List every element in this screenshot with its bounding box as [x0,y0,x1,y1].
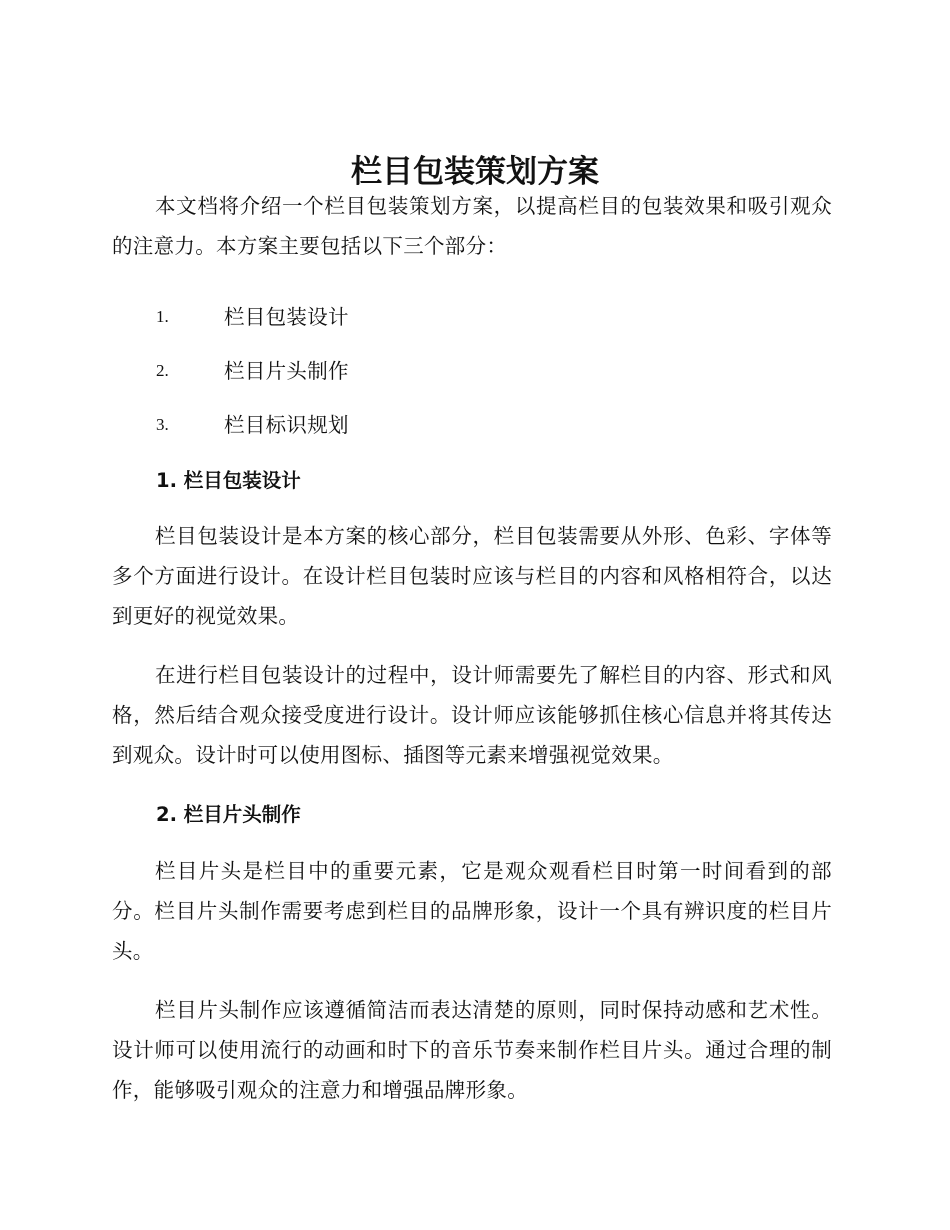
section-paragraph: 栏目片头制作应该遵循简洁而表达清楚的原则，同时保持动感和艺术性。设计师可以使用流行的动画和时下的音乐节奏来制作栏目片头。通过合理的制作，能够吸引观众的注意力和增强品牌形象。 [112,998,832,1102]
list-item [156,405,756,445]
intro-paragraph: 本文档将介绍一个栏目包装策划方案，以提高栏目的包装效果和吸引观众的注意力。本方案主要包括以下三个部分： [112,194,832,258]
list-item [156,351,756,391]
list-item-text: 栏目标识规划 [224,413,349,437]
section-heading: 2. 栏目片头制作 [156,803,301,826]
section-paragraph: 栏目包装设计是本方案的核心部分，栏目包装需要从外形、色彩、字体等多个方面进行设计。在设计栏目包装时应该与栏目的内容和风格相符合，以达到更好的视觉效果。 [112,524,832,628]
document-title: 栏目包装策划方案 [351,154,599,190]
list-item-text: 栏目片头制作 [224,359,349,383]
list-item-number: 1. [156,307,169,326]
list-item-text: 栏目包装设计 [224,305,349,329]
list-item-number: 3. [156,415,169,434]
list-item [156,297,756,337]
list-item-number: 2. [156,361,169,380]
section-paragraph: 栏目片头是栏目中的重要元素，它是观众观看栏目时第一时间看到的部分。栏目片头制作需要考虑到栏目的品牌形象，设计一个具有辨识度的栏目片头。 [112,859,832,963]
section-heading: 1. 栏目包装设计 [156,469,301,492]
section-paragraph: 在进行栏目包装设计的过程中，设计师需要先了解栏目的内容、形式和风格，然后结合观众接受度进行设计。设计师应该能够抓住核心信息并将其传达到观众。设计时可以使用图标、插图等元素来增强视觉效果。 [112,663,832,767]
